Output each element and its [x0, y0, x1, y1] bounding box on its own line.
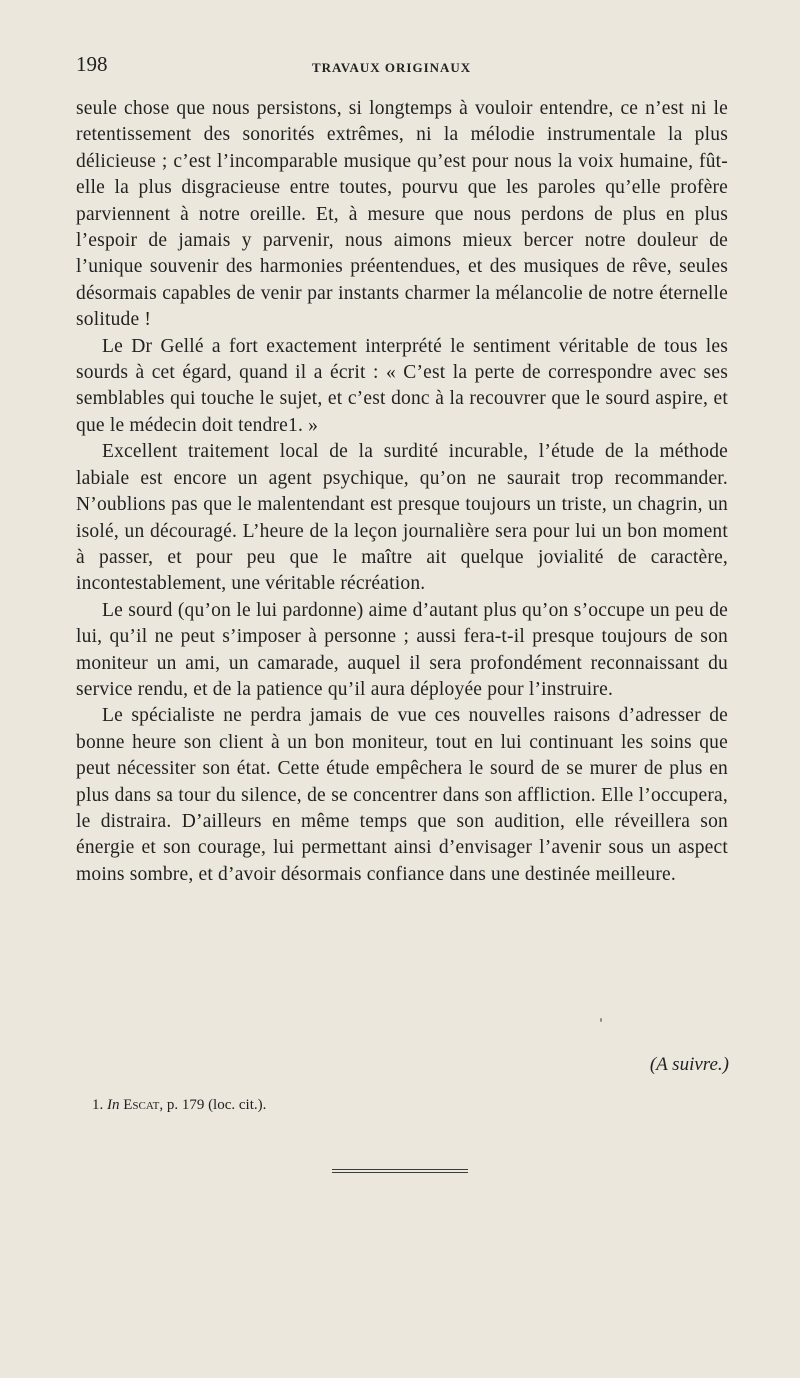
footnote-rest: , p. 179 (loc. cit.).: [159, 1097, 267, 1113]
running-title: TRAVAUX ORIGINAUX: [312, 60, 472, 75]
page-number: 198: [76, 52, 108, 76]
footnote-number: 1.: [92, 1097, 104, 1113]
continuation-note: (A suivre.): [649, 1054, 729, 1075]
footnote: [92, 1095, 266, 1115]
page-mark: [600, 1018, 602, 1022]
paragraph: Le Dr Gellé a fort exactement interprété le sentiment véritable de tous les sourds à cet égard, quand il a écrit : « C’est la perte de correspondre avec ses semblables qui touche le sujet, et c’est donc à la recouvrer que le sourd aspire, et que le médecin doit tendre1. »: [76, 335, 728, 436]
separator-rule: [332, 1172, 468, 1173]
paragraph: Le sourd (qu’on le lui pardonne) aime d’autant plus qu’on s’occupe un peu de lui, qu’il ne peut s’imposer à personne ; aussi fera-t-il presque toujours de son moniteur un ami, un camarade, auquel il sera profondément reconnaissant du service rendu, et de la patience qu’il aura déployée pour l’instruire.: [76, 599, 728, 700]
paragraph: Le spécialiste ne perdra jamais de vue ces nouvelles raisons d’adresser de bonne heure son client à un bon moniteur, tout en lui continuant les soins que peut nécessiter son état. Cette étude empêchera le sourd de se murer de plus en plus dans sa tour du silence, de se concentrer dans son affliction. Elle l’occupera, le distraira. D’ailleurs en même temps que son audition, elle réveillera son énergie et son courage, lui permettant ainsi d’envisager l’avenir sous un aspect moins sombre, et d’avoir désormais confiance dans une destinée meilleure.: [76, 705, 728, 885]
paragraph: seule chose que nous persistons, si longtemps à vouloir entendre, ce n’est ni le retentissement des sonorités extrêmes, ni la mélodie instrumentale la plus délicieuse ; c’est l’incomparable musique qu’est pour nous la voix humaine, fût-elle la plus disgracieuse entre toutes, pourvu que les paroles qu’elle profère parviennent à notre oreille. Et, à mesure que nous perdons de plus en plus l’espoir de jamais y parvenir, nous aimons mieux bercer notre douleur de l’unique souvenir des harmonies préentendues, et des musiques de rêve, seules désormais capables de venir par instants charmer la mélancolie de notre éternelle solitude !: [76, 98, 728, 331]
separator-rule: [332, 1169, 468, 1170]
footnote-author: Escat: [123, 1097, 160, 1113]
footnote-prefix: In: [107, 1097, 120, 1113]
paragraph: Excellent traitement local de la surdité incurable, l’étude de la méthode labiale est encore un agent psychique, qu’on ne saurait trop recommander. N’oublions pas que le malentendant est presque toujours un triste, un chagrin, un isolé, un découragé. L’heure de la leçon journalière sera pour lui un bon moment à passer, et pour peu que le maître ait quelque jovialité de caractère, incontestablement, une véritable récréation.: [76, 441, 728, 595]
main-text: [76, 96, 728, 888]
